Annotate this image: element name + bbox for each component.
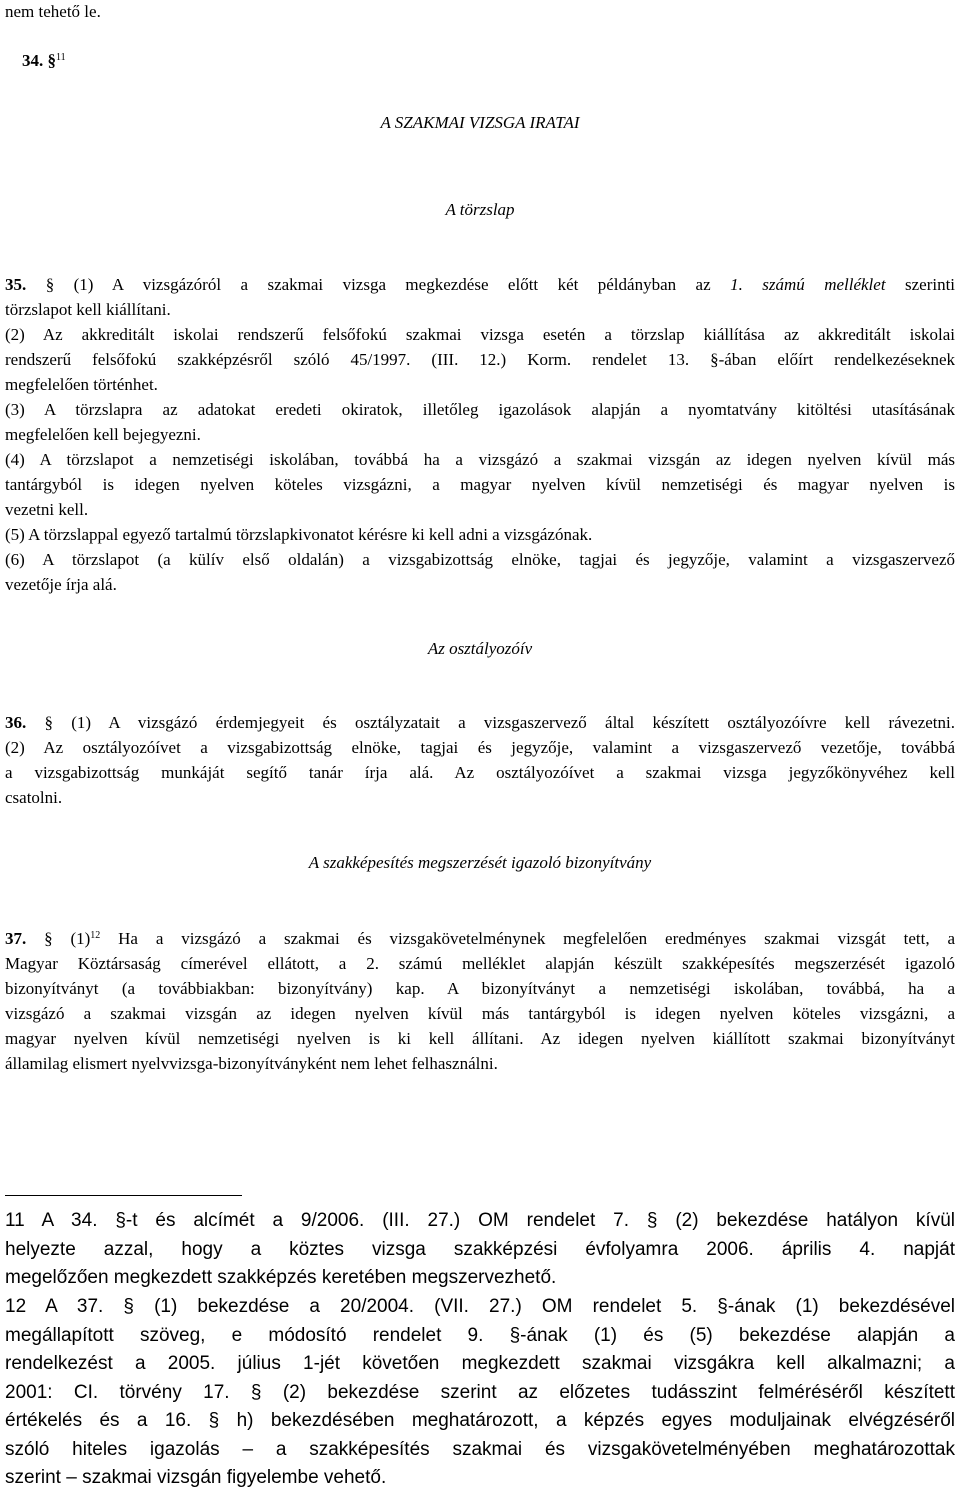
section-35-p4-line-3: vezetni kell.	[5, 500, 89, 519]
footnote-ref-12[interactable]: 12	[90, 930, 101, 941]
section-35-p2-line-2: rendszerű felsőfokú szakképzésről szóló 45/1997. (III. 12.) Korm. rendelet 13. §-ában előírt rendelkezéseknek	[5, 350, 955, 369]
section-35-p5-line-1: (5) A törzslappal egyező tartalmú törzslapkivonatot kérésre ki kell adni a vizsgázónak.	[5, 525, 593, 544]
section-34-number: 34.	[22, 51, 44, 70]
section-35-text-a: § (1) A vizsgázóról a szakmai vizsga megkezdése előtt két példányban az	[45, 275, 711, 294]
section-37	[5, 926, 955, 1076]
section-36-p2-line-1: (2) Az osztályozóívet a vizsgabizottság elnöke, tagjai és jegyzője, valamint a vizsgaszervező vezetője, továbbá	[5, 738, 955, 757]
annex-1-reference: 1. számú melléklet	[730, 275, 886, 294]
section-35-text-b: szerinti	[904, 275, 956, 294]
footnote-12	[5, 1293, 955, 1493]
section-35-p2-line-3: megfelelően történhet.	[5, 375, 158, 394]
section-35-line-2: törzslapot kell kiállítani.	[5, 300, 171, 319]
section-37-line-2: Magyar Köztársaság címerével ellátott, a 2. számú melléklet alapján készült szakképesítés megszerzését igazoló	[5, 954, 955, 973]
intro-line	[5, 0, 955, 24]
section-37-line-4: vizsgázó a szakmai vizsgán az idegen nyelven kívül más tantárgyból is idegen nyelven köteles vizsgázni, a	[5, 1004, 955, 1023]
heading-torzslap: A törzslap	[445, 200, 515, 219]
footnote-11-line-2: helyezte azzal, hogy a köztes vizsga szakképzési évfolyamra 2006. április 4. napját	[5, 1238, 955, 1260]
section-36-line-1	[5, 710, 955, 735]
section-35	[5, 272, 955, 597]
footnote-ref-11[interactable]: 11	[56, 52, 66, 63]
footnote-12-line-2: megállapított szöveg, e módosító rendelet 9. §-ának (1) és (5) bekezdése alapján a	[5, 1324, 955, 1346]
footnote-12-line-6: szóló hiteles igazolás – a szakképesítés szakmai és vizsgakövetelményében meghatározottak	[5, 1438, 955, 1460]
section-35-p3-line-1: (3) A törzslapra az adatokat eredeti okiratok, illetőleg igazolások alapján a nyomtatvány kitöltési utasításának	[5, 400, 955, 419]
intro-text: nem tehető le.	[5, 2, 101, 21]
footnote-11-line-1: 11 A 34. §-t és alcímét a 9/2006. (III. 27.) OM rendelet 7. § (2) bekezdése hatályon kívül	[5, 1210, 955, 1231]
section-35-p2-line-1: (2) Az akkreditált iskolai rendszerű felsőfokú szakmai vizsga esetén a törzslap kiállítása az akkreditált iskolai	[5, 325, 955, 344]
section-35-p3-line-2: megfelelően kell bejegyezni.	[5, 425, 201, 444]
section-35-p6-line-2: vezetője írja alá.	[5, 575, 117, 594]
footnote-separator	[5, 1195, 242, 1196]
section-35-p6-line-1: (6) A törzslapot (a külív első oldalán) a vizsgabizottság elnöke, tagjai és jegyzője, valamint a vizsgaszervező	[5, 550, 955, 569]
section-37-number: 37.	[5, 929, 27, 948]
footnote-12-line-7: szerint – szakmai vizsgán figyelembe vehető.	[5, 1467, 387, 1488]
section-35-line-1	[5, 272, 955, 297]
section-37-line-6: államilag elismert nyelvvizsga-bizonyítványként nem lehet felhasználni.	[5, 1054, 498, 1073]
footnote-12-line-5: értékelés és a 16. § h) bekezdésében meghatározott, a képzés egyes moduljainak elvégzéséről	[5, 1410, 955, 1431]
section-34	[22, 48, 960, 73]
section-37-text: Ha a vizsgázó a szakmai és vizsgakövetelménynek megfelelően eredményes szakmai vizsgát tett, a	[118, 929, 956, 948]
footnote-12-line-3: rendelkezést a 2005. július 1-jét követően megkezdett szakmai vizsgákra kell alkalmazni; a	[5, 1353, 955, 1374]
footnote-12-line-4: 2001: CI. törvény 17. § (2) bekezdése szerint az előzetes tudásszint felméréséről készített	[5, 1381, 955, 1403]
section-36-p2-line-2: a vizsgabizottság munkáját segítő tanár írja alá. Az osztályozóívet a szakmai vizsga jegyzőkönyvéhez kell	[5, 763, 955, 782]
section-36	[5, 710, 955, 810]
heading-osztalyozoiv: Az osztályozóív	[427, 639, 533, 658]
section-35-p4-line-2: tantárgyból is idegen nyelven köteles vizsgázni, a magyar nyelven kívül nemzetiségi és magyar nyelven is	[5, 475, 955, 494]
section-35-number: 35.	[5, 275, 27, 294]
footnote-12-line-1: 12 A 37. § (1) bekezdése a 20/2004. (VII. 27.) OM rendelet 5. §-ának (1) bekezdésével	[5, 1296, 955, 1317]
footnote-11	[5, 1207, 955, 1293]
section-37-line-5: magyar nyelven kívül nemzetiségi nyelven is ki kell állítani. Az idegen nyelven kiállított szakmai bizonyítványt	[5, 1029, 955, 1048]
heading-bizonyitvany: A szakképesítés megszerzését igazoló bizonyítvány	[308, 853, 652, 872]
section-36-p2-line-3: csatolni.	[5, 788, 63, 807]
footnote-11-line-3: megelőzően megkezdett szakképzés keretében megszervezhető.	[5, 1267, 557, 1288]
section-36-text: § (1) A vizsgázó érdemjegyeit és osztályzatait a vizsgaszervező által készített osztályozóívre kell rávezetni.	[44, 713, 955, 732]
section-37-line-3: bizonyítványt (a továbbiakban: bizonyítvány) kap. A bizonyítványt a nemzetiségi iskolában, továbbá, ha a	[5, 979, 955, 998]
section-37-line-1	[5, 926, 955, 951]
heading-szakmai-vizsga-iratai: A SZAKMAI VIZSGA IRATAI	[380, 113, 580, 132]
section-36-number: 36.	[5, 713, 27, 732]
section-35-p4-line-1: (4) A törzslapot a nemzetiségi iskolában, továbbá ha a vizsgázó a szakmai vizsgán az idegen nyelven kívül más	[5, 450, 955, 469]
section-34-sign: §	[47, 51, 56, 70]
section-37-paragraph-mark: § (1)	[44, 929, 91, 948]
